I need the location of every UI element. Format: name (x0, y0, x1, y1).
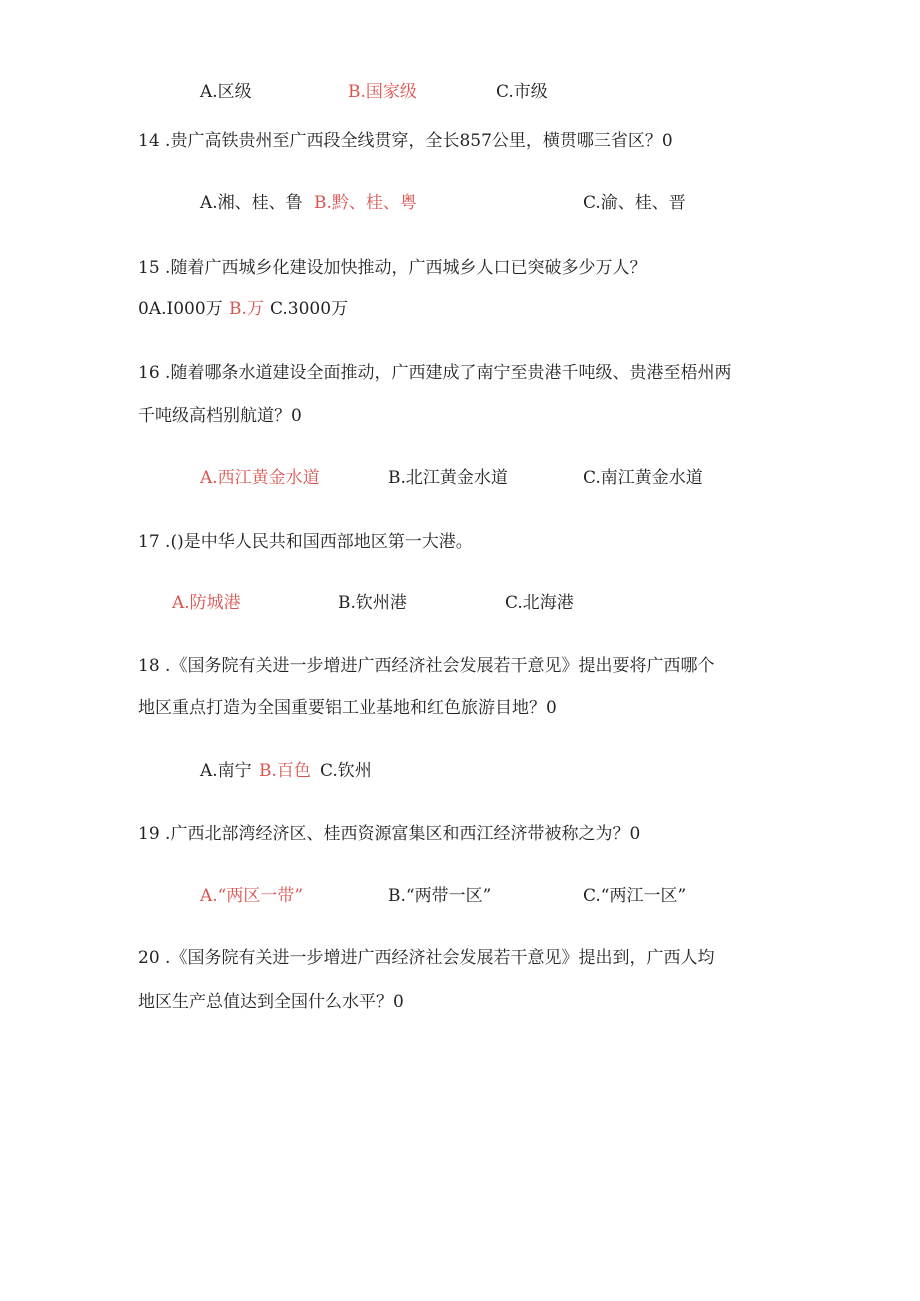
q13-option-b: B.国家级 (348, 82, 417, 102)
q18-option-c: C.钦州 (320, 761, 372, 781)
q17-option-b: B.钦州港 (338, 593, 407, 613)
q15-option-c: C.3000万 (270, 299, 349, 319)
q13-option-a: A.区级 (200, 82, 252, 102)
q15-option-a: 0A.I000万 (138, 299, 223, 319)
q18-question-line2: 地区重点打造为全国重要铝工业基地和红色旅游目地？0 (138, 698, 557, 718)
q14-option-a: A.湘、桂、鲁 (200, 193, 303, 213)
q19-option-c: C.“两江一区” (583, 886, 687, 906)
q18-question-line1: 18 .《国务院有关进一步增进广西经济社会发展若干意见》提出要将广西哪个 (138, 656, 715, 676)
q18-option-b: B.百色 (259, 761, 311, 781)
q17-option-c: C.北海港 (505, 593, 574, 613)
q19-question: 19 .广西北部湾经济区、桂西资源富集区和西江经济带被称之为？0 (138, 824, 641, 844)
q14-option-c: C.渝、桂、晋 (583, 193, 686, 213)
q14-question: 14 .贵广高铁贵州至广西段全线贯穿，全长857公里，横贯哪三省区？0 (138, 131, 673, 151)
q19-option-b: B.“两带一区” (388, 886, 492, 906)
q15-option-b: B.万 (229, 299, 264, 319)
q14-option-b: B.黔、桂、粤 (314, 193, 417, 213)
q19-option-a: A.“两区一带” (200, 886, 304, 906)
q16-option-c: C.南江黄金水道 (583, 468, 703, 488)
q16-option-b: B.北江黄金水道 (388, 468, 508, 488)
q20-question-line1: 20 .《国务院有关进一步增进广西经济社会发展若干意见》提出到，广西人均 (138, 948, 715, 968)
q17-option-a: A.防城港 (172, 593, 241, 613)
q16-question-line1: 16 .随着哪条水道建设全面推动，广西建成了南宁至贵港千吨级、贵港至梧州两 (138, 363, 732, 383)
q13-option-c: C.市级 (496, 82, 548, 102)
q18-option-a: A.南宁 (200, 761, 252, 781)
q15-question: 15 .随着广西城乡化建设加快推动，广西城乡人口已突破多少万人？ (138, 258, 647, 278)
q17-question: 17 .()是中华人民共和国西部地区第一大港。 (138, 532, 473, 552)
q20-question-line2: 地区生产总值达到全国什么水平？0 (138, 992, 404, 1012)
q16-question-line2: 千吨级高档别航道？0 (138, 406, 302, 426)
q16-option-a: A.西江黄金水道 (200, 468, 320, 488)
